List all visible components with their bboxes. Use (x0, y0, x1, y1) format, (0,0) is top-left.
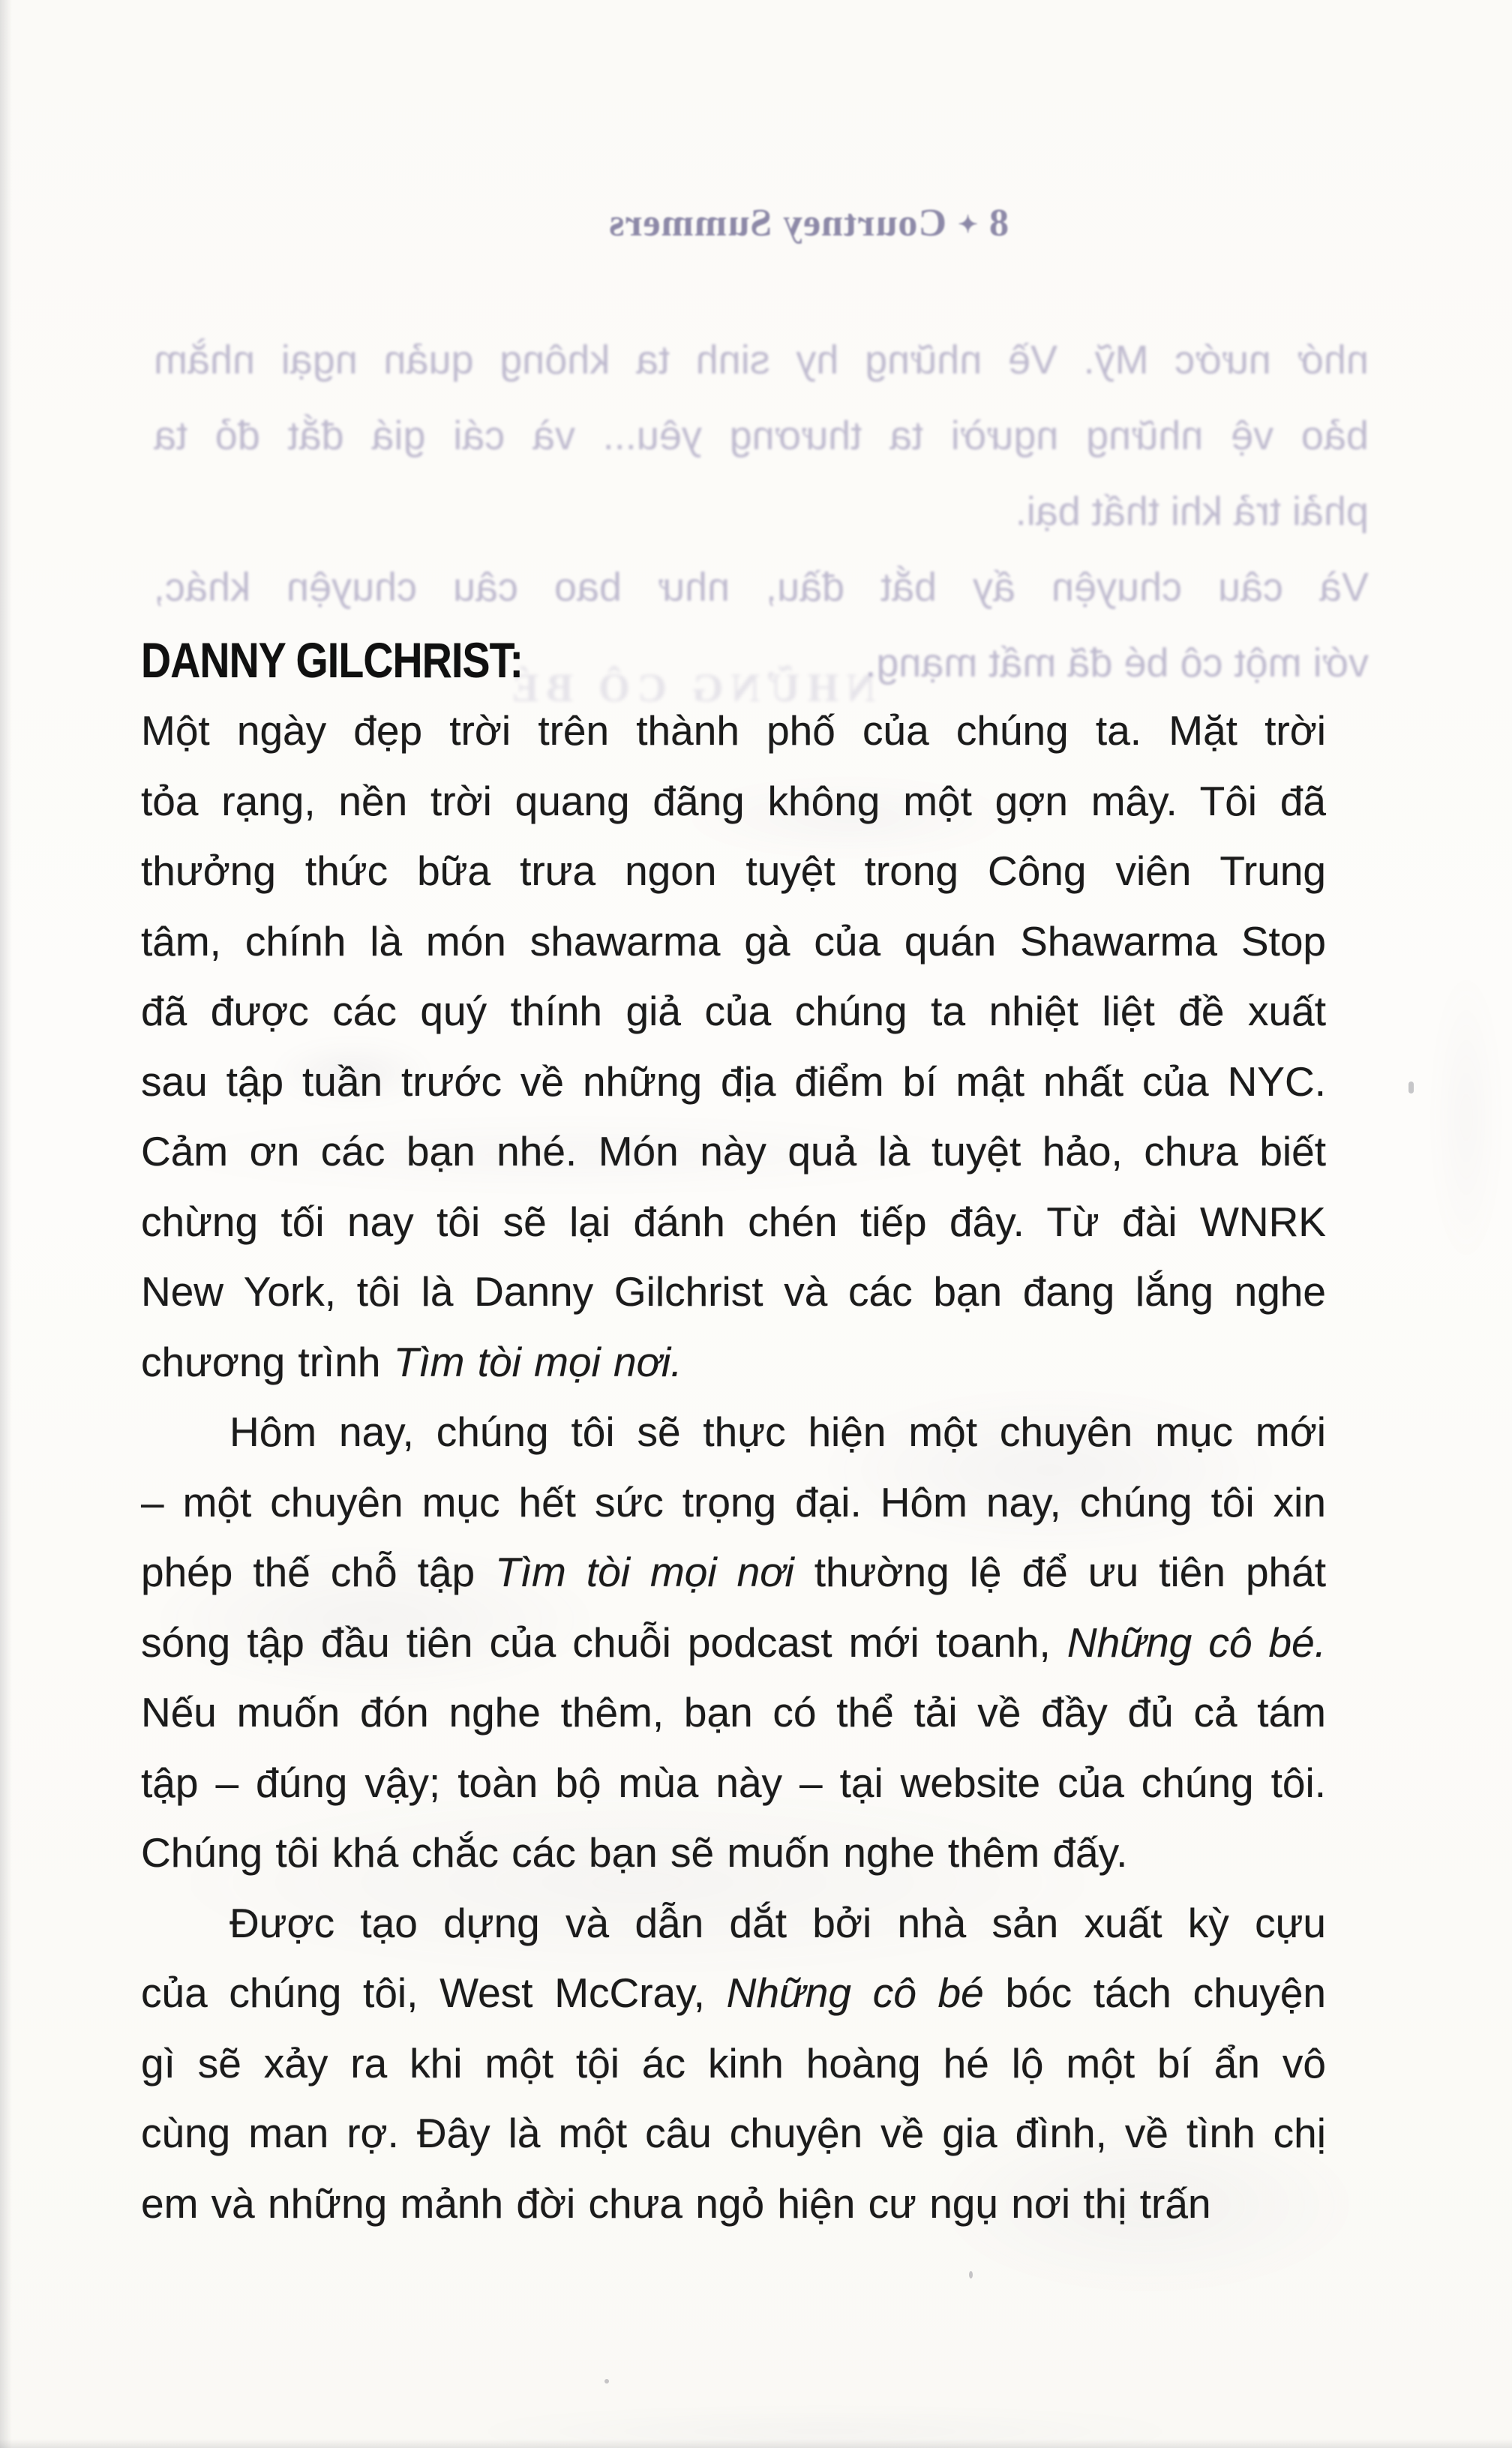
text-segment: gì sẽ xảy ra khi một tội ác kinh hoàng hé lộ một bí ẩn vô (141, 2039, 1326, 2086)
text-line (141, 1328, 1326, 1398)
text-line (141, 2098, 1326, 2169)
text-segment: – một chuyên mục hết sức trọng đại. Hôm nay, chúng tôi xin (141, 1478, 1326, 1526)
italic-title-segment: Những cô bé. (1066, 1618, 1326, 1666)
text-segment: chừng tối nay tôi sẽ lại đánh chén tiếp đây. Từ đài WNRK (141, 1198, 1326, 1245)
text-segment: sóng tập đầu tiên của chuỗi podcast mới toanh, (141, 1618, 1067, 1666)
text-line (141, 696, 1326, 766)
text-line (141, 976, 1326, 1047)
text-line (141, 1047, 1326, 1118)
text-segment: tỏa rạng, nền trời quang đãng không một gợn mây. Tôi đã (141, 777, 1326, 824)
text-segment: tâm, chính là món shawarma gà của quán Shawarma Stop (141, 917, 1326, 964)
scan-speck (1408, 1082, 1414, 1094)
ghost-chapter-title: NHỮNG CÔ BÉ (504, 665, 876, 710)
ghost-header-separator-icon: ✦ (956, 210, 978, 238)
scan-speck (969, 2271, 973, 2278)
text-segment: Nếu muốn đón nghe thêm, bạn có thể tải về đầy đủ cả tám (141, 1689, 1326, 1736)
text-segment: Được tạo dựng và dẫn dắt bởi nhà sản xuất kỳ cựu (230, 1899, 1326, 1946)
text-segment: của chúng tôi, West McCray, (141, 1970, 727, 2016)
page-bottom-edge-shadow (0, 2439, 1512, 2448)
scan-speck (604, 2379, 609, 2384)
text-segment: đã được các quý thính giả của chúng ta nhiệt liệt đề xuất (141, 988, 1326, 1034)
text-segment: em và những mảnh đời chưa ngỏ hiện cư ngụ nơi thị trấn (141, 2180, 1211, 2227)
smudge (1432, 960, 1500, 1275)
ghost-line: Và câu chuyện ấy bắt đầu, như bao câu chuyện khác, (154, 565, 1369, 610)
ghost-header-title: Courtney Summers (608, 202, 946, 244)
text-line (141, 1187, 1326, 1258)
ghost-line: phải trả khi thất bại. (1015, 489, 1369, 534)
text-segment: tập – đúng vậy; toàn bộ mùa này – tại website của chúng tôi. (141, 1759, 1326, 1806)
ghost-page-number: 8 (988, 202, 1009, 244)
ghost-line: với một cô bé đã mất mạng. (865, 640, 1369, 686)
text-line (141, 907, 1326, 977)
text-line (141, 1117, 1326, 1187)
text-segment: cùng man rợ. Đây là một câu chuyện về gia đình, về tình chị (141, 2110, 1326, 2156)
italic-title-segment: Tìm tòi mọi nơi. (393, 1338, 682, 1385)
text-line (141, 1818, 1326, 1888)
text-segment: Chúng tôi khá chắc các bạn sẽ muốn nghe thêm đấy. (141, 1829, 1128, 1876)
text-line (141, 2029, 1326, 2099)
text-line (141, 766, 1326, 837)
text-segment: thưởng thức bữa trưa ngon tuyệt trong Công viên Trung (141, 848, 1326, 894)
ghost-running-header (450, 201, 1009, 245)
text-segment: sau tập tuần trước về những địa điểm bí mật nhất của NYC. (141, 1058, 1326, 1105)
text-line (141, 2169, 1326, 2240)
italic-title-segment: Tìm tòi mọi nơi (495, 1549, 794, 1595)
text-segment: Một ngày đẹp trời trên thành phố của chúng ta. Mặt trời (141, 707, 1326, 754)
body-text (141, 696, 1326, 2239)
text-segment: chương trình (141, 1338, 394, 1385)
text-line (141, 1748, 1326, 1819)
text-line (141, 1538, 1326, 1608)
text-line (141, 1468, 1326, 1538)
text-line (141, 1958, 1326, 2029)
text-segment: Cảm ơn các bạn nhé. Món này quả là tuyệt hảo, chưa biết (141, 1128, 1326, 1174)
text-segment: bóc tách chuyện (983, 1970, 1326, 2016)
italic-title-segment: Những cô bé (726, 1970, 984, 2016)
text-line (141, 1608, 1326, 1678)
text-segment: New York, tôi là Danny Gilchrist và các bạn đang lắng nghe (141, 1268, 1326, 1315)
page-left-edge-shadow (0, 0, 12, 2448)
ghost-line: nhớ nước Mỹ. Về những hy sinh ta không quản ngại nhằm (154, 338, 1369, 382)
text-segment: thường lệ để ưu tiên phát (794, 1549, 1326, 1595)
ghost-line: bảo vệ những người ta thương yêu... và cái giá đắt đỏ ta (154, 413, 1369, 458)
text-line (141, 1397, 1326, 1468)
text-line (141, 1678, 1326, 1748)
text-line (141, 836, 1326, 907)
text-segment: phép thế chỗ tập (141, 1549, 496, 1595)
text-segment: Hôm nay, chúng tôi sẽ thực hiện một chuyên mục mới (230, 1408, 1326, 1455)
text-line (141, 1257, 1326, 1328)
speaker-heading: DANNY GILCHRIST: (141, 632, 524, 688)
text-line (141, 1888, 1326, 1959)
